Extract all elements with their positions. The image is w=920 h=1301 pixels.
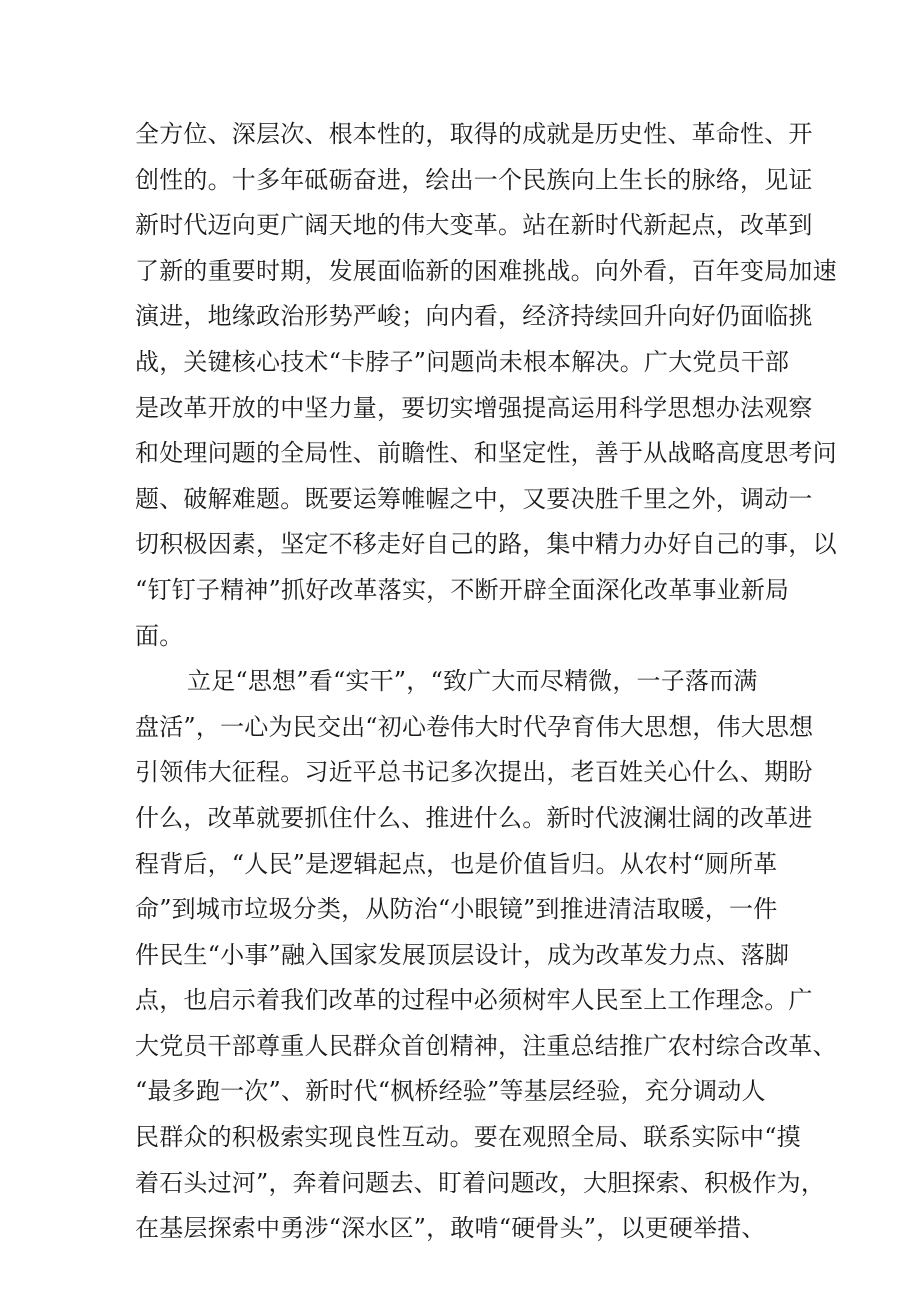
text-line: 大党员干部尊重人民群众首创精神，注重总结推广农村综合改革、 — [135, 1031, 837, 1060]
text-line: 新时代迈向更广阔天地的伟大变革。站在新时代新起点，改革到 — [135, 211, 813, 240]
paragraph-2 — [135, 659, 837, 1252]
text-line: 件民生“小事”融入国家发展顶层设计，成为改革发力点、落脚 — [135, 940, 790, 969]
text-line: 什么，改革就要抓住什么、推进什么。新时代波澜壮阔的改革进 — [135, 803, 813, 832]
text-line: 盘活”，一心为民交出“初心卷伟大时代孕育伟大思想，伟大思想 — [135, 712, 814, 741]
text-line: 程背后，“人民”是逻辑起点，也是价值旨归。从农村“厕所革 — [135, 849, 778, 878]
text-line: 着石头过河”，奔着问题去、盯着问题改，大胆探索、积极作为， — [135, 1168, 826, 1197]
text-line: 了新的重要时期，发展面临新的困难挑战。向外看，百年变局加速 — [135, 256, 837, 285]
text-line: 全方位、深层次、根本性的，取得的成就是历史性、革命性、开 — [135, 120, 813, 148]
text-line: 引领伟大征程。习近平总书记多次提出，老百姓关心什么、期盼 — [135, 758, 813, 787]
text-line: 民群众的积极索实现良性互动。要在观照全局、联系实际中“摸 — [135, 1123, 801, 1152]
document-body — [135, 112, 837, 1252]
text-line: “最多跑一次”、新时代“枫桥经验”等基层经验，充分调动人 — [135, 1077, 766, 1106]
text-line: 创性的。十多年砥砺奋进，绘出一个民族向上生长的脉络，见证 — [135, 165, 813, 194]
text-line: 在基层探索中勇涉“深水区”，敢啃“硬骨头”，以更硬举措、 — [135, 1214, 766, 1243]
paragraph-1 — [135, 112, 837, 659]
text-line: “钉钉子精神”抓好改革落实，不断开辟全面深化改革事业新局 — [135, 575, 790, 604]
text-line: 点，也启示着我们改革的过程中必须树牢人民至上工作理念。广 — [135, 986, 813, 1015]
text-line: 战，关键核心技术“卡脖子”问题尚未根本解决。广大党员干部 — [135, 347, 790, 376]
text-line: 切积极因素，坚定不移走好自己的路，集中精力办好自己的事，以 — [135, 530, 837, 559]
text-line: 立足“思想”看“实干”，“致广大而尽精微，一子落而满 — [187, 667, 758, 696]
text-line: 是改革开放的中坚力量，要切实增强提高运用科学思想办法观察 — [135, 393, 813, 422]
text-line: 和处理问题的全局性、前瞻性、和坚定性，善于从战略高度思考问 — [135, 439, 837, 468]
text-line: 题、破解难题。既要运筹帷幄之中，又要决胜千里之外，调动一 — [135, 484, 813, 513]
text-line: 面。 — [135, 621, 184, 650]
text-line: 命”到城市垃圾分类，从防治“小眼镜”到推进清洁取暖，一件 — [135, 895, 778, 924]
text-line: 演进，地缘政治形势严峻；向内看，经济持续回升向好仍面临挑 — [135, 302, 813, 331]
